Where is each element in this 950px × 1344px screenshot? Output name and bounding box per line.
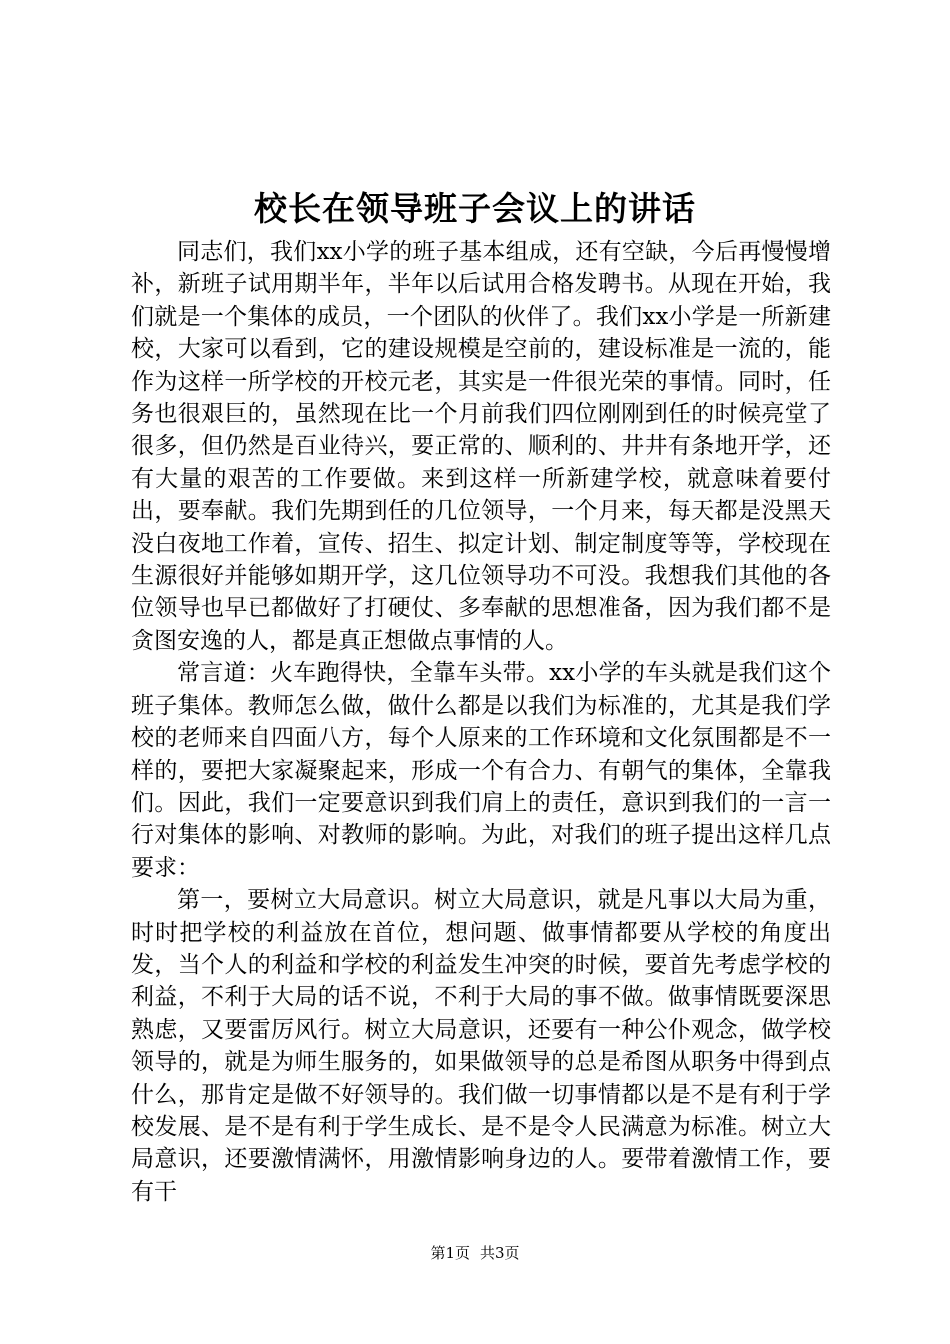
page-total: 共3页 xyxy=(480,1244,520,1262)
document-body xyxy=(131,236,831,1208)
page-footer xyxy=(0,1242,950,1264)
document-title: 校长在领导班子会议上的讲话 xyxy=(254,189,696,228)
page-number: 第1页 xyxy=(430,1244,470,1262)
paragraph: 常言道：火车跑得快，全靠车头带。xx小学的车头就是我们这个班子集体。教师怎么做，做什么都是以我们为标准的，尤其是我们学校的老师来自四面八方，每个人原来的工作环境和文化氛围都是不一样的，要把大家凝聚起来，形成一个有合力、有朝气的集体，全靠我们。因此，我们一定要意识到我们肩上的责任，意识到我们的一言一行对集体的影响、对教师的影响。为此，对我们的班子提出这样几点要求： xyxy=(131,660,831,881)
paragraph: 同志们，我们xx小学的班子基本组成，还有空缺，今后再慢慢增补，新班子试用期半年，半年以后试用合格发聘书。从现在开始，我们就是一个集体的成员，一个团队的伙伴了。我们xx小学是一所新建校，大家可以看到，它的建设规模是空前的，建设标准是一流的，能作为这样一所学校的开校元老，其实是一件很光荣的事情。同时，任务也很艰巨的，虽然现在比一个月前我们四位刚刚到任的时候亮堂了很多，但仍然是百业待兴，要正常的、顺利的、井井有条地开学，还有大量的艰苦的工作要做。来到这样一所新建学校，就意味着要付出，要奉献。我们先期到任的几位领导，一个月来，每天都是没黑天没白夜地工作着，宣传、招生、拟定计划、制定制度等等，学校现在生源很好并能够如期开学，这几位领导功不可没。我想我们其他的各位领导也早已都做好了打硬仗、多奉献的思想准备，因为我们都不是贪图安逸的人，都是真正想做点事情的人。 xyxy=(131,239,831,654)
paragraph: 第一，要树立大局意识。树立大局意识，就是凡事以大局为重，时时把学校的利益放在首位，想问题、做事情都要从学校的角度出发，当个人的利益和学校的利益发生冲突的时候，要首先考虑学校的利益，不利于大局的话不说，不利于大局的事不做。做事情既要深思熟虑，又要雷厉风行。树立大局意识，还要有一种公仆观念，做学校领导的，就是为师生服务的，如果做领导的总是希图从职务中得到点什么，那肯定是做不好领导的。我们做一切事情都以是不是有利于学校发展、是不是有利于学生成长、是不是令人民满意为标准。树立大局意识，还要激情满怀，用激情影响身边的人。要带着激情工作，要有干 xyxy=(131,887,831,1205)
